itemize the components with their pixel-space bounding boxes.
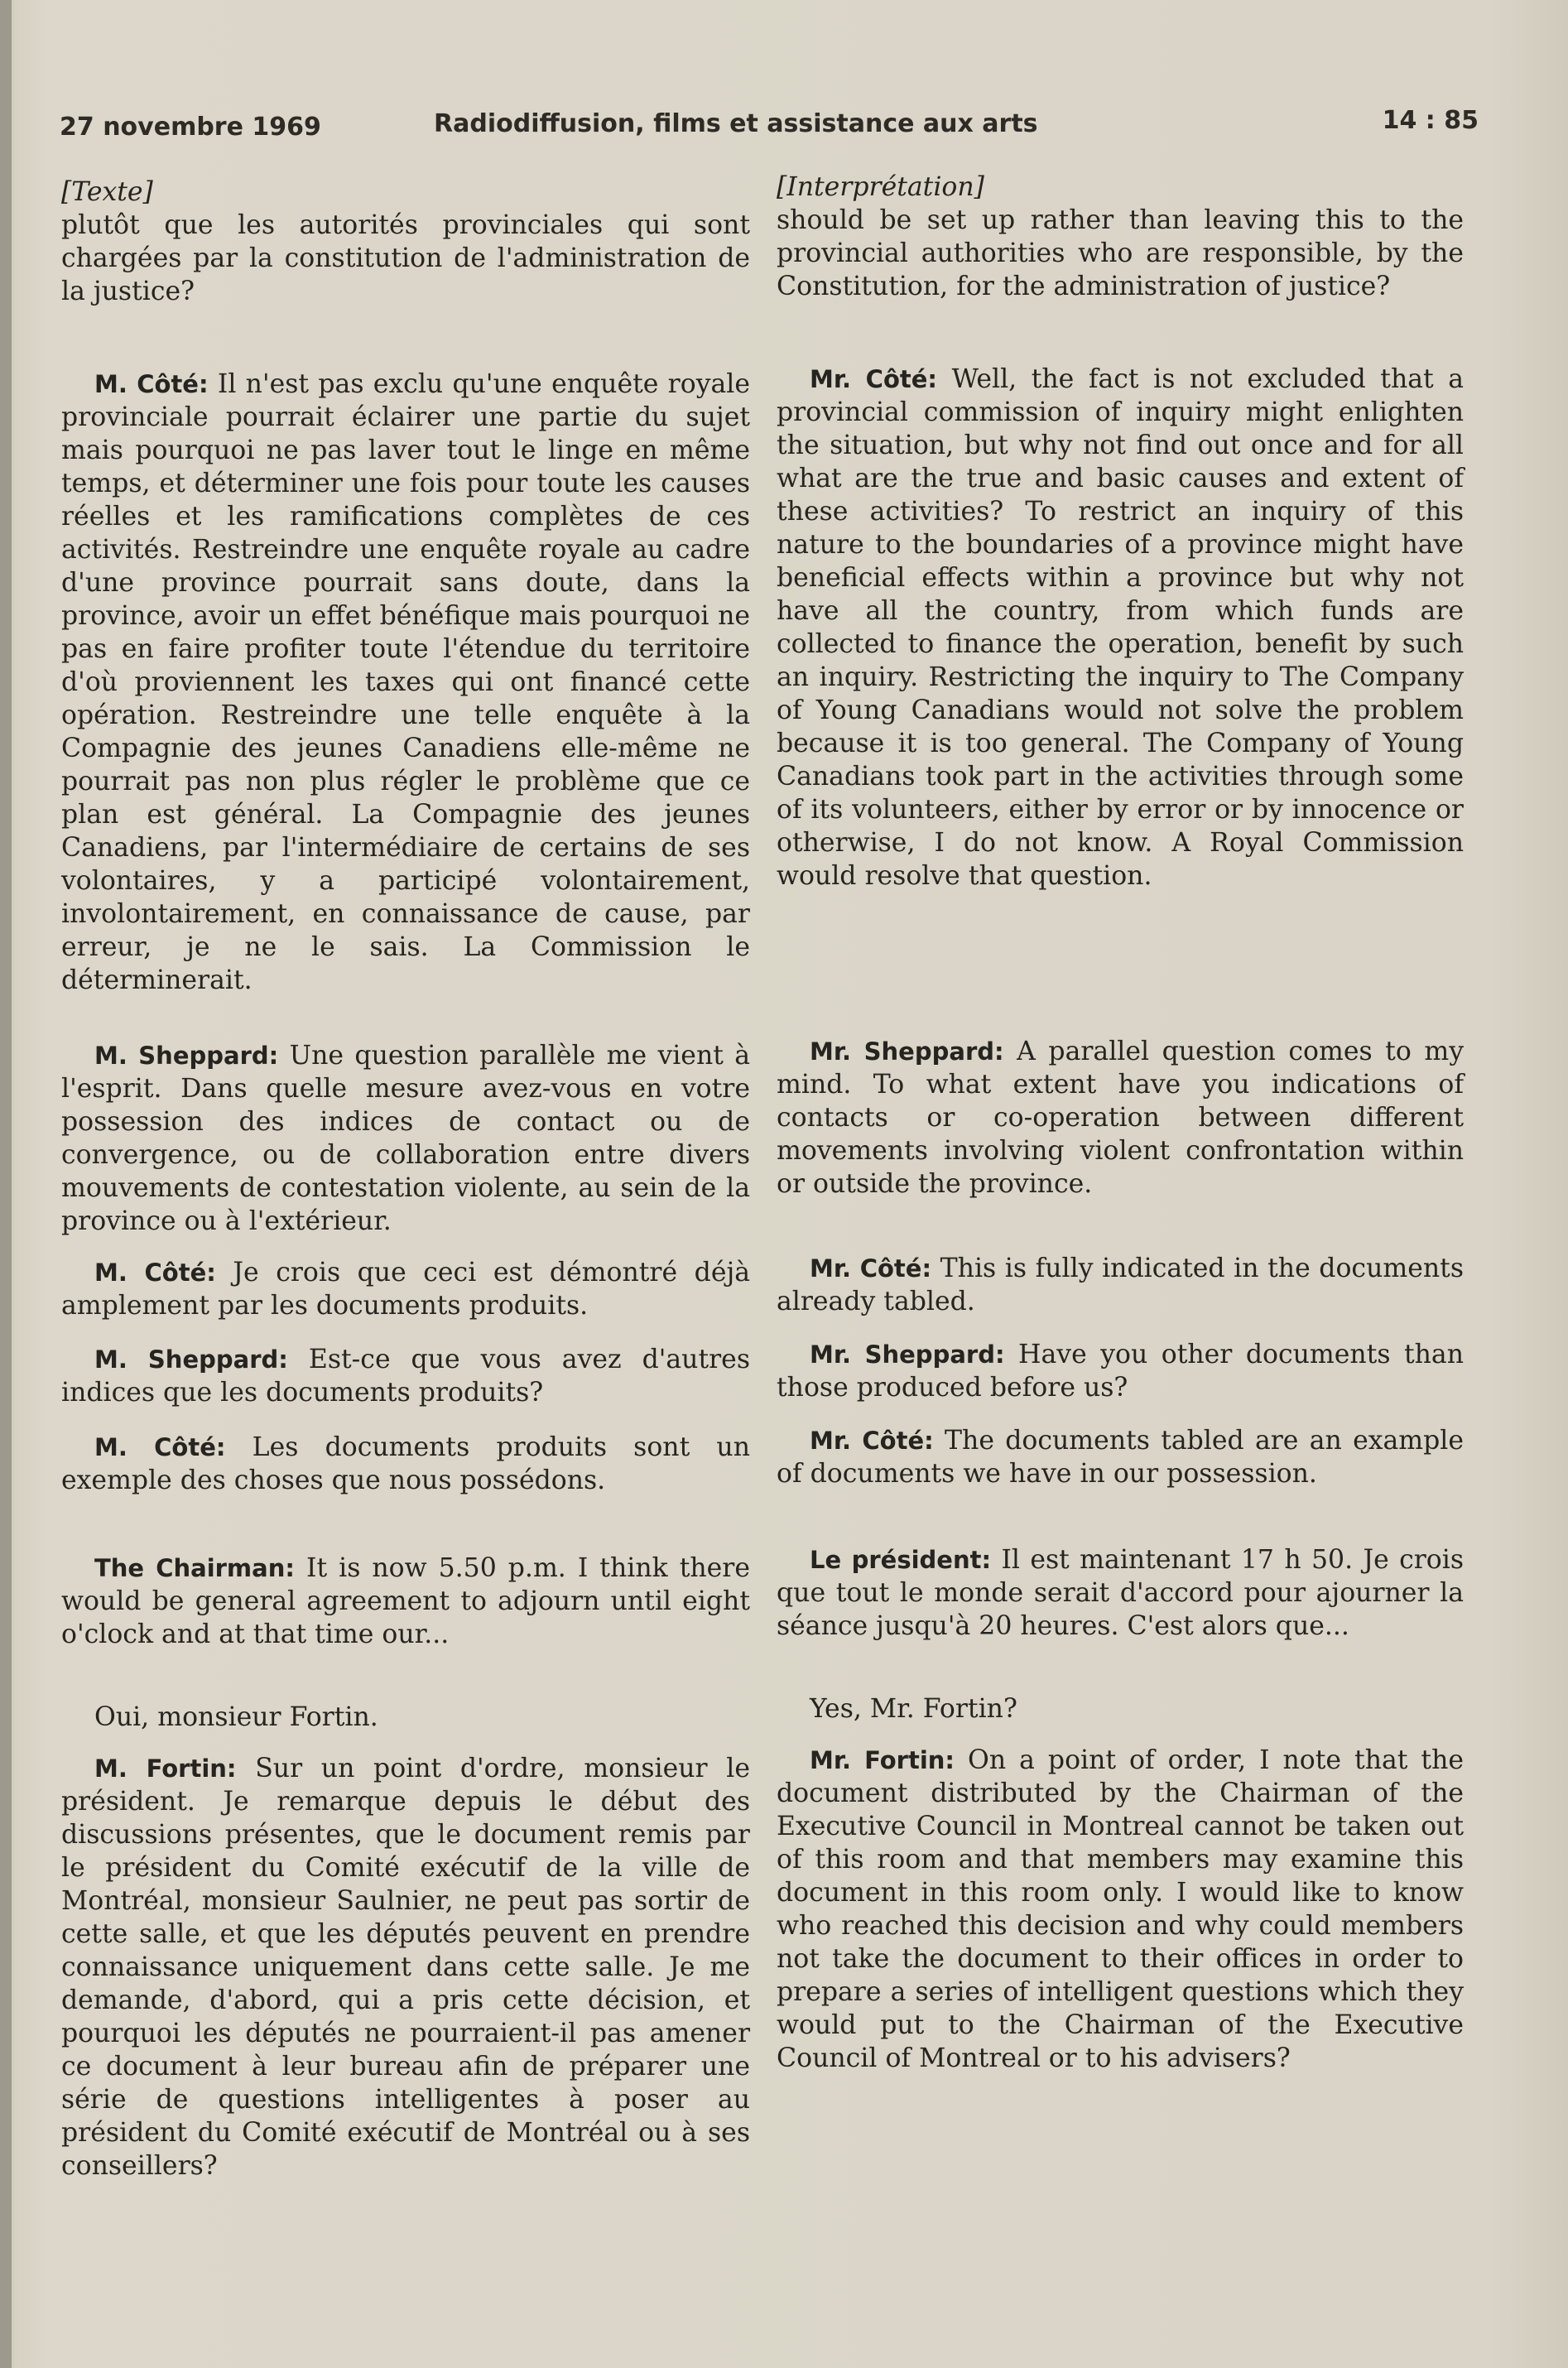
right-paragraph-6 xyxy=(777,1424,1464,1490)
speech-text: Have you other documents than those produced before us? xyxy=(777,1340,1465,1403)
right-paragraph-4 xyxy=(777,1252,1464,1318)
speech-text: Les documents produits sont un exemple des choses que nous possédons. xyxy=(61,1432,750,1495)
speech-text: Well, the fact is not excluded that a provincial commission of inquiry might enlighten the situation, but why not find out once and for all what are the true and basic causes and extent of these activities? To restrict an inquiry of this nature to the boundaries of a province might have beneficial effects within a province but why not have all the country, from which funds are collected to finance the operation, benefit by such an inquiry. Restricting the inquiry to The Company of Young Canadians would not solve the problem because it is too general. The Company of Young Canadians took part in the activities through some of its volunteers, either by error or by innocence or otherwise, I do not know. A Royal Commission would resolve that question. xyxy=(777,364,1464,891)
right-paragraph-1: should be set up rather than leaving this to the provincial authorities who are responsible, by the Constitution, for the administration of justice? xyxy=(777,205,1464,301)
right-paragraph-7 xyxy=(777,1543,1464,1643)
speaker-name: Mr. Côté: xyxy=(810,1427,934,1455)
right-paragraph-8: Yes, Mr. Fortin? xyxy=(810,1694,1017,1724)
left-paragraph-8: Oui, monsieur Fortin. xyxy=(94,1702,378,1732)
page-header xyxy=(60,106,1479,147)
speaker-name: Mr. Sheppard: xyxy=(810,1037,1004,1066)
header-page-number: 14 : 85 xyxy=(1382,106,1479,135)
speech-text: A parallel question comes to my mind. To what extent have you indications of contacts or co-operation between different movements involving violent confrontation within or outside the province. xyxy=(777,1037,1464,1199)
right-paragraph-2 xyxy=(777,363,1464,893)
speech-text: It is now 5.50 p.m. I think there would be general agreement to adjourn until eight o'clock and at that time our... xyxy=(61,1553,751,1649)
right-paragraph-9 xyxy=(777,1744,1464,2075)
left-paragraph-7 xyxy=(61,1552,750,1651)
left-paragraph-5 xyxy=(61,1343,750,1409)
speaker-name: M. Côté: xyxy=(94,370,209,398)
speech-text: This is fully indicated in the documents already tabled. xyxy=(777,1254,1464,1316)
speech-text: Est-ce que vous avez d'autres indices que les documents produits? xyxy=(61,1345,750,1408)
speaker-name: Mr. Côté: xyxy=(810,1254,932,1283)
left-paragraph-3 xyxy=(61,1039,750,1238)
speech-text: Une question parallèle me vient à l'esprit. Dans quelle mesure avez-vous en votre possession des indices de contact ou de convergence, ou de collaboration entre divers mouvements de contestation violente, au sein de la province ou à l'extérieur. xyxy=(61,1041,751,1236)
right-section-tag: [Interprétation] xyxy=(777,172,984,202)
left-paragraph-2 xyxy=(61,368,750,997)
left-paragraph-1: plutôt que les autorités provinciales qui sont chargées par la constitution de l'administration de la justice? xyxy=(61,210,750,306)
left-paragraph-9 xyxy=(61,1752,750,2183)
speech-text: Il n'est pas exclu qu'une enquête royale provinciale pourrait éclairer une partie du sujet mais pourquoi ne pas laver tout le linge en même temps, et déterminer une fois pour toute les causes réelles et les ramifications complètes de ces activités. Restreindre une enquête royale au cadre d'une province pourrait sans doute, dans la province, avoir un effet bénéfique mais pourquoi ne pas en faire profiter toute l'étendue du territoire d'où proviennent les taxes qui ont financé cette opération. Restreindre une telle enquête à la Compagnie des jeunes Canadiens elle-même ne pourrait pas non plus régler le problème que ce plan est général. La Compagnie des jeunes Canadiens, par l'intermédiaire de certains de ses volontaires, y a participé volontairement, involontairement, en connaissance de cause, par erreur, je ne le sais. La Commission le déterminerait. xyxy=(61,369,750,995)
speaker-name: Mr. Côté: xyxy=(810,365,938,393)
speaker-name: Mr. Fortin: xyxy=(810,1746,955,1774)
header-title: Radiodiffusion, films et assistance aux arts xyxy=(434,109,1038,138)
right-paragraph-3 xyxy=(777,1035,1464,1201)
speaker-name: M. Côté: xyxy=(94,1259,216,1287)
speech-text: The documents tabled are an example of documents we have in our possession. xyxy=(777,1426,1464,1489)
left-section-tag: [Texte] xyxy=(61,177,153,207)
left-paragraph-6 xyxy=(61,1431,750,1497)
speaker-name: M. Fortin: xyxy=(94,1754,237,1783)
speaker-name: M. Sheppard: xyxy=(94,1042,279,1070)
speaker-name: Mr. Sheppard: xyxy=(810,1340,1005,1369)
speech-text: Je crois que ceci est démontré déjà amplement par les documents produits. xyxy=(61,1258,751,1321)
speaker-name: M. Sheppard: xyxy=(94,1345,288,1374)
header-date: 27 novembre 1969 xyxy=(60,113,321,142)
left-paragraph-4 xyxy=(61,1256,750,1322)
speaker-name: M. Côté: xyxy=(94,1433,226,1461)
speech-text: On a point of order, I note that the document distributed by the Chairman of the Executive Council in Montreal cannot be taken out of this room and that members may examine this document in this room only. I would like to know who reached this decision and why could members not take the document to their offices in order to prepare a series of intelligent questions which they would put to the Chairman of the Executive Council of Montreal or to his advisers? xyxy=(777,1745,1465,2073)
speech-text: Sur un point d'ordre, monsieur le président. Je remarque depuis le début des discussions présentes, que le document remis par le président du Comité exécutif de la ville de Montréal, monsieur Saulnier, ne peut pas sortir de cette salle, et que les députés peuvent en prendre connaissance uniquement dans cette salle. Je me demande, d'abord, qui a pris cette décision, et pourquoi les députés ne pourraient-il pas amener ce document à leur bureau afin de préparer une série de questions intelligentes à poser au président du Comité exécutif de Montréal ou à ses conseillers? xyxy=(61,1754,750,2181)
right-paragraph-5 xyxy=(777,1338,1464,1404)
speech-text: Il est maintenant 17 h 50. Je crois que tout le monde serait d'accord pour ajourner la séance jusqu'à 20 heures. C'est alors que... xyxy=(777,1545,1464,1641)
speaker-name: Le président: xyxy=(810,1546,992,1574)
binding-edge xyxy=(0,0,12,2368)
speaker-name: The Chairman: xyxy=(94,1554,295,1582)
